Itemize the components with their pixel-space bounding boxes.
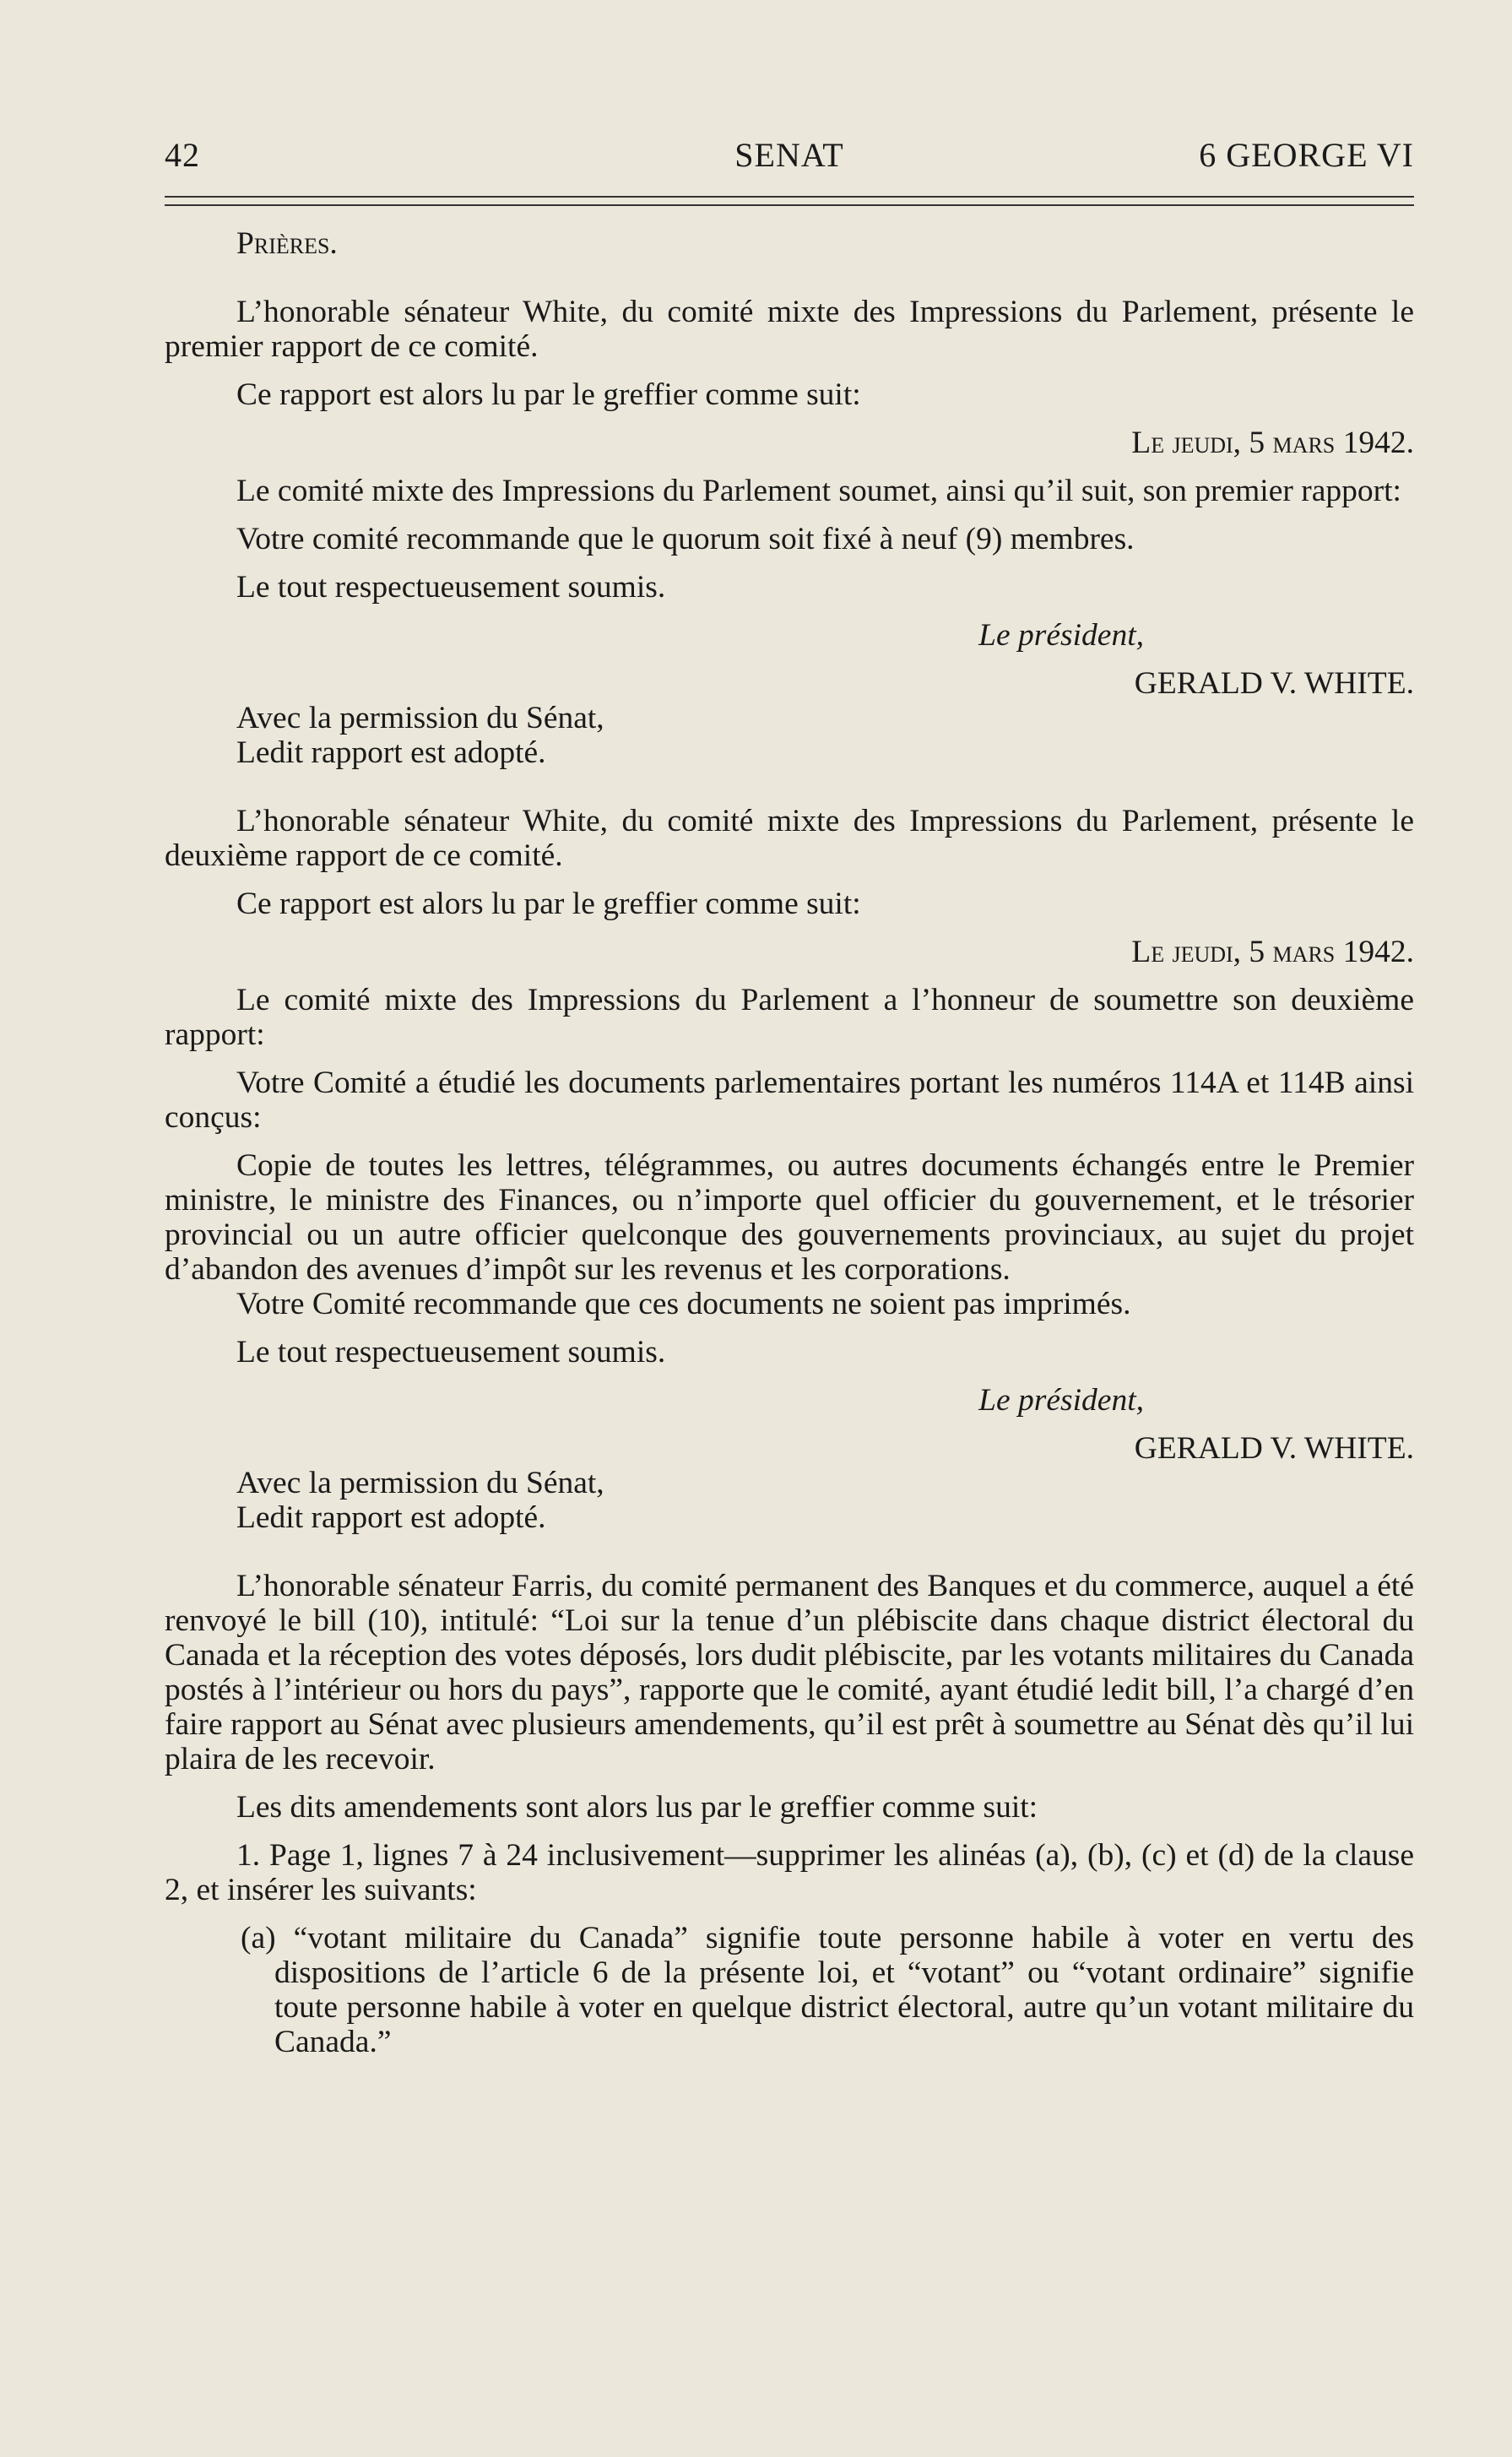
paragraph: Ledit rapport est adopté. (236, 1500, 546, 1535)
paragraph: Le comité mixte des Impressions du Parlement a l’honneur de soumettre son deuxième rapport: (165, 983, 1414, 1052)
paragraph: Le comité mixte des Impressions du Parlement soumet, ainsi qu’il suit, son premier rapport: (236, 474, 1401, 508)
page-body (165, 226, 1414, 2059)
paragraph: Avec la permission du Sénat, (236, 1466, 604, 1500)
report-date: Le jeudi, 5 mars 1942. (1131, 426, 1414, 460)
paragraph: Les dits amendements sont alors lus par le greffier comme suit: (236, 1790, 1038, 1825)
header-reign: 6 GEORGE VI (1199, 136, 1414, 174)
signature-name: GERALD V. WHITE. (1134, 1431, 1414, 1466)
report-date: Le jeudi, 5 mars 1942. (1131, 935, 1414, 969)
section-heading-prieres: Prières. (236, 226, 338, 261)
paragraph: Avec la permission du Sénat, (236, 701, 604, 735)
header-rule (165, 196, 1414, 206)
paragraph: Votre comité recommande que le quorum soit fixé à neuf (9) membres. (236, 522, 1135, 556)
page-header (165, 127, 1414, 177)
paragraph: Copie de toutes les lettres, télégrammes, ou autres documents échangés entre le Premier ministre, le ministre des Finances, ou n’importe quel officier du gouvernement, et le trésorier provincial ou un autre officier quelconque des gouvernements provinciaux, au sujet du projet d’abandon des avenues d’impôt sur les revenus et les corporations. (165, 1148, 1414, 1287)
paragraph: Ce rapport est alors lu par le greffier comme suit: (236, 887, 861, 921)
signature-name: GERALD V. WHITE. (1134, 666, 1414, 701)
paragraph: Ledit rapport est adopté. (236, 735, 546, 770)
page-number: 42 (165, 136, 200, 174)
signature-title: Le président, (978, 1383, 1144, 1418)
signature-title: Le président, (978, 618, 1144, 653)
paragraph: L’honorable sénateur White, du comité mixte des Impressions du Parlement, présente le deuxième rapport de ce comité. (165, 804, 1414, 873)
paragraph: L’honorable sénateur White, du comité mixte des Impressions du Parlement, présente le premier rapport de ce comité. (165, 295, 1414, 364)
paragraph: L’honorable sénateur Farris, du comité permanent des Banques et du commerce, auquel a été renvoyé le bill (10), intitulé: “Loi sur la tenue d’un plébiscite dans chaque district électoral du Canada et la réception des votes déposés, lors dudit plébiscite, par les votants militaires du Canada postés à l’intérieur ou hors du pays”, rapporte que le comité, ayant étudié ledit bill, l’a chargé d’en faire rapport au Sénat avec plusieurs amendements, qu’il est prêt à soumettre au Sénat dès qu’il lui plaira de les recevoir. (165, 1569, 1414, 1776)
paragraph: Votre Comité a étudié les documents parlementaires portant les numéros 114A et 114B ainsi conçus: (165, 1066, 1414, 1135)
amendment-subitem: (a) “votant militaire du Canada” signifie toute personne habile à voter en vertu des dispositions de l’article 6 de la présente loi, et “votant” ou “votant ordinaire” signifie toute personne habile à voter en quelque district électoral, autre qu’un votant militaire du Canada.” (241, 1921, 1414, 2059)
header-title: SENAT (734, 136, 844, 174)
paragraph: Le tout respectueusement soumis. (236, 570, 666, 605)
document-page (165, 127, 1414, 2406)
amendment-item: 1. Page 1, lignes 7 à 24 inclusivement—supprimer les alinéas (a), (b), (c) et (d) de la clause 2, et insérer les suivants: (165, 1838, 1414, 1907)
paragraph: Votre Comité recommande que ces documents ne soient pas imprimés. (236, 1287, 1131, 1321)
paragraph: Le tout respectueusement soumis. (236, 1335, 666, 1370)
paragraph: Ce rapport est alors lu par le greffier comme suit: (236, 377, 861, 412)
